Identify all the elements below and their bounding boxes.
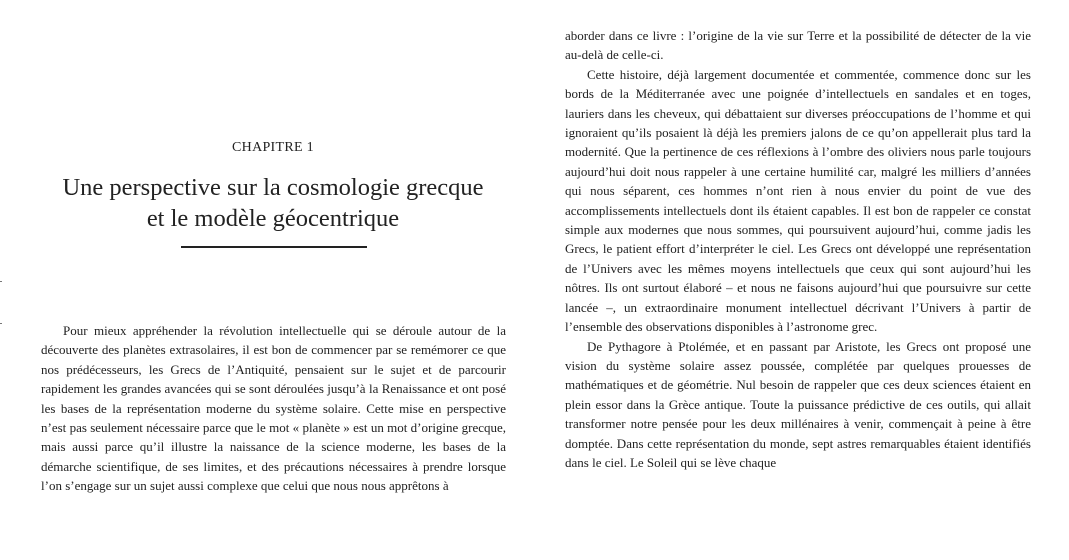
left-body-text — [41, 321, 506, 496]
margin-mark — [0, 281, 2, 282]
chapter-label: CHAPITRE 1 — [232, 140, 314, 155]
right-page — [534, 0, 1069, 560]
left-page — [0, 0, 534, 560]
margin-mark — [0, 323, 2, 324]
paragraph: Pour mieux appréhender la révolution intellectuelle qui se déroule autour de la découverte des planètes extrasolaires, il est bon de commencer par se remémorer ce que nos prédécesseurs, les Grecs de l’Antiquité, pensaient sur le sujet et de parcourir rapidement les grandes avancées qui se sont déroulées jusqu’à la Renaissance et ont posé les bases de la représentation moderne du système solaire. Cette mise en perspective n’est pas seulement nécessaire parce que le mot « planète » est un mot d’origine grecque, mais aussi parce qu’il illustre la naissance de la science moderne, les bases de la démarche scientifique, de ses limites, et des précautions nécessaires à prendre lorsque l’on s’engage sur un sujet aussi complexe que celui que nous nous apprêtons à — [41, 323, 506, 494]
right-body-text — [565, 26, 1031, 472]
paragraph: Cette histoire, déjà largement documentée et commentée, commence donc sur les bords de la Méditerranée avec une poignée d’intellectuels en sandales et en toges, lauriers dans les cheveux, qui débattaient sur diverses préoccupations de l’homme et qui ignoraient qu’ils posaient là déjà les premiers jalons de ce qu’on appellerait plus tard la modernité. Que la pertinence de ces réflexions à l’ombre des oliviers nous parle toujours aujourd’hui doit nous rappeler à une certaine humilité car, malgré les milliers d’années qui nous séparent, ces hommes n’ont rien à nous envier du point de vue des accomplissements intellectuels dont ils étaient capables. Il est bon de rappeler ce constat simple aux modernes que nous sommes, qui poursuivent aujourd’hui, comme jadis les Grecs, le patient effort d’interpréter le ciel. Les Grecs ont développé une représentation de l’Univers avec les mêmes moyens intellectuels que ceux qui sont aujourd’hui les nôtres. Ils ont surtout élaboré – et nous ne faisons aujourd’hui que poursuivre sur cette lancée –, un extraordinaire monument intellectuel décrivant l’Univers à partir de l’ensemble des observations disponibles à l’astronome grec. — [565, 66, 1031, 335]
paragraph: aborder dans ce livre : l’origine de la vie sur Terre et la possibilité de détecter de la vie au-delà de celle-ci. — [565, 28, 1031, 63]
chapter-title-line1: Une perspective sur la cosmologie grecque — [62, 174, 484, 201]
chapter-title — [40, 172, 506, 234]
paragraph: De Pythagore à Ptolémée, et en passant par Aristote, les Grecs ont proposé une vision du système solaire assez poussée, complétée par quelques prouesses de mathématiques et de géométrie. Nul besoin de rappeler que ces deux sciences étaient en plein essor dans la Grèce antique. Toute la puissance prédictive de ces outils, qui allait transformer notre pensée pour les deux millénaires à venir, commençait à peine à être domptée. Dans cette représentation du monde, sept astres remarquables étaient identifiés dans le ciel. Le Soleil qui se lève chaque — [565, 338, 1031, 470]
chapter-title-line2: et le modèle géocentrique — [146, 205, 400, 232]
title-rule — [181, 246, 367, 248]
